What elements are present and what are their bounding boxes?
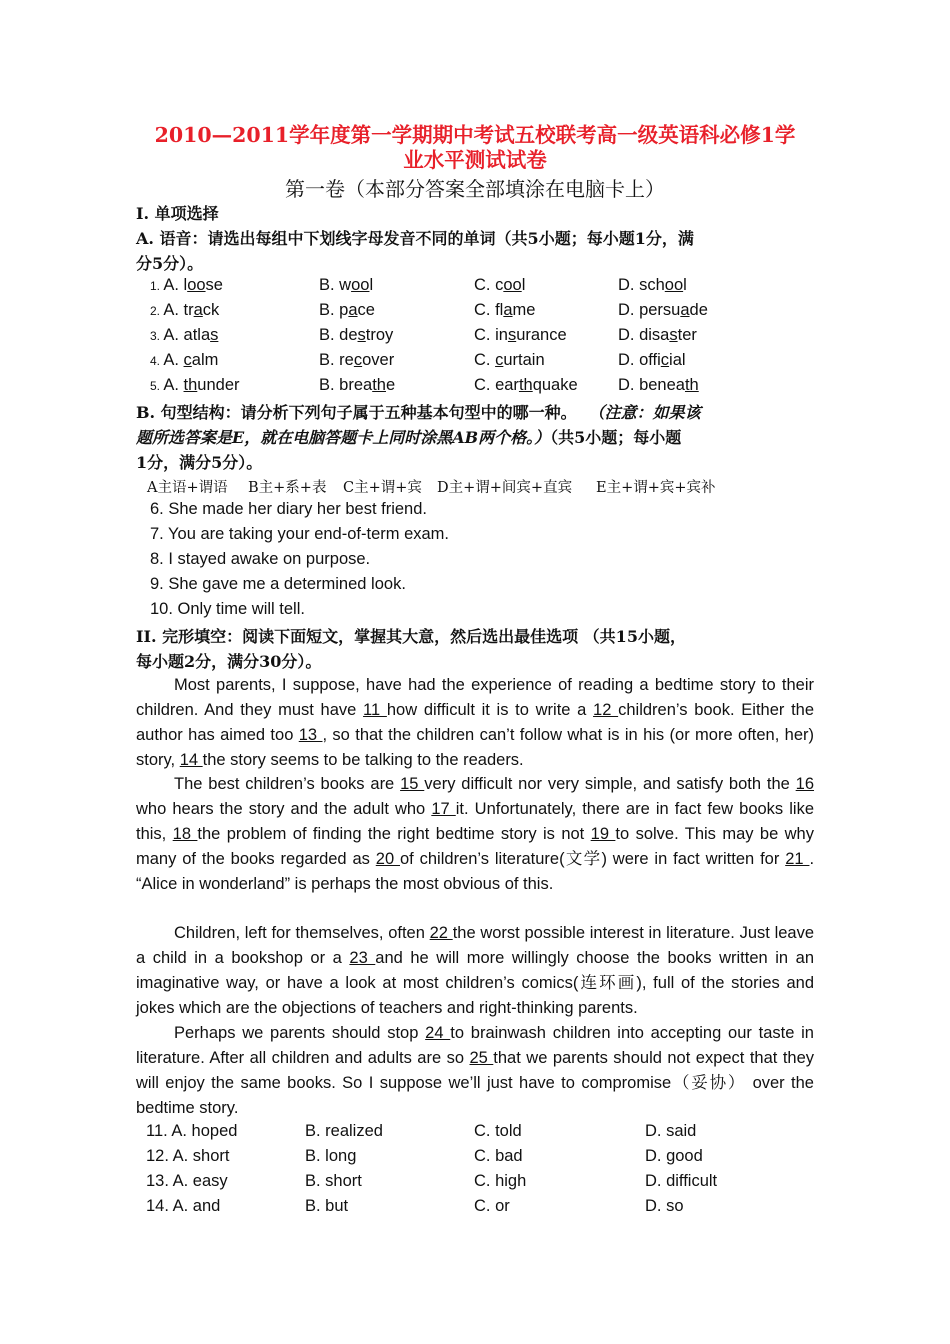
part-one-subtitle: 第一卷（本部分答案全部填涂在电脑卡上） (285, 177, 665, 201)
sentence-question: 6. She made her diary her best friend. (150, 500, 427, 518)
passage-text: , so that the children can’t follow what is in his (or more often, her) story, (136, 725, 815, 769)
word-part: alm (191, 351, 219, 369)
passage-text: The best children’s books are (174, 775, 401, 793)
word-part: me (512, 301, 536, 319)
passage-paragraph-2 (136, 772, 814, 897)
passage-text: Perhaps we parents should stop (174, 1024, 426, 1042)
underlined-letters: oo (503, 276, 522, 294)
cloze-option: C. or (474, 1197, 510, 1215)
phonetics-option-a (150, 326, 218, 345)
phonetics-option-d (618, 351, 686, 370)
word-part: l (369, 276, 374, 294)
exam-title-line-2: 业水平测试试卷 (403, 148, 547, 172)
part-b-note-start: （注意：如果该 (596, 403, 701, 422)
word-part: urtain (503, 351, 545, 369)
underlined-letters: a (503, 301, 513, 319)
word-part: se (205, 276, 223, 294)
underlined-letters: c (495, 351, 504, 369)
word-part: A. (163, 376, 184, 394)
phonetics-option-a (150, 351, 218, 370)
word-part: over (362, 351, 395, 369)
section-1-heading: I. 单项选择 (136, 204, 219, 223)
part-b-instruction-line-2 (136, 425, 681, 448)
word-part: ck (202, 301, 220, 319)
word-part: C. (474, 351, 496, 369)
part-a-instruction-line-1: A. 语音：请选出每组中下划线字母发音不同的单词（共5小题；每小题1分，满 (136, 229, 694, 248)
cloze-option: D. difficult (645, 1172, 718, 1190)
phonetics-option-d (618, 376, 699, 395)
cloze-blank: 17 (431, 799, 456, 818)
cloze-option: B. long (305, 1147, 357, 1165)
pattern-option: B主+系+表 (248, 480, 327, 496)
passage-text: and he will more willingly choose the books written in an imaginative way, or have a look at most children’s comics(连环画), full of the stories and jokes which are the objections of teachers and right-thinking parents. (136, 948, 814, 1017)
exam-title-line-1: 2010—2011学年度第一学期期中考试五校联考高一级英语科必修1学 (154, 123, 796, 147)
underlined-letters: c (660, 351, 670, 369)
phonetics-option-b (319, 376, 395, 395)
cloze-blank: 22 (429, 924, 453, 942)
cloze-blank: 12 (593, 700, 619, 719)
question-number: 4. (150, 354, 164, 368)
question-number: 2. (150, 304, 164, 318)
word-part: B. de (319, 326, 358, 344)
underlined-letters: oo (351, 276, 370, 294)
phonetics-option-b (319, 351, 394, 370)
phonetics-option-b (319, 301, 375, 320)
passage-text: Children, left for themselves, often (174, 924, 430, 942)
cloze-blank: 13 (298, 725, 323, 744)
passage-text: to brainwash children into accepting our taste in literature. After all children and adults are so (136, 1024, 814, 1067)
word-part: D. sch (618, 276, 665, 294)
phonetics-option-d (618, 326, 697, 345)
passage-text: the story seems to be talking to the readers. (202, 750, 524, 769)
word-part: C. fl (474, 301, 504, 319)
passage-text: who hears the story and the adult who (136, 799, 432, 818)
cloze-blank: 16 (795, 775, 815, 793)
cloze-option: C. told (474, 1122, 522, 1140)
underlined-letters: s (669, 326, 678, 344)
cloze-option: D. good (645, 1147, 703, 1165)
word-part: de (689, 301, 708, 319)
question-number: 3. (150, 329, 164, 343)
cloze-blank: 21 (785, 849, 810, 868)
word-part: ial (669, 351, 686, 369)
passage-paragraph-3 (136, 921, 814, 1021)
cloze-blank: 25 (469, 1048, 494, 1067)
cloze-option: B. realized (305, 1122, 383, 1140)
word-part: urance (516, 326, 567, 344)
word-part: A. tr (163, 301, 194, 319)
cloze-option: 12. A. short (146, 1147, 230, 1165)
passage-text: of children’s literature(文学) were in fact written for (400, 849, 786, 868)
underlined-letters: th (183, 376, 198, 394)
word-part: B. w (319, 276, 352, 294)
cloze-option: 14. A. and (146, 1197, 221, 1215)
underlined-letters: a (193, 301, 203, 319)
phonetics-option-c (474, 351, 545, 370)
pattern-option: E主+谓+宾+宾补 (596, 480, 716, 496)
phonetics-option-a (150, 376, 240, 395)
underlined-letters: c (183, 351, 192, 369)
passage-text: it. Unfortunately, there are in fact few books like this, (136, 799, 814, 843)
passage-text: how difficult it is to write a (386, 700, 594, 719)
passage-paragraph-4 (136, 1021, 814, 1121)
word-part: D. offi (618, 351, 661, 369)
sentence-question: 7. You are taking your end-of-term exam. (150, 525, 449, 543)
underlined-letters: a (348, 301, 358, 319)
passage-paragraph-1 (136, 673, 814, 773)
cloze-blank: 15 (400, 775, 425, 793)
word-part: B. p (319, 301, 349, 319)
underlined-letters: oo (187, 276, 206, 294)
word-part: A. atla (163, 326, 211, 344)
word-part: ce (357, 301, 375, 319)
word-part: ter (677, 326, 697, 344)
word-part: D. benea (618, 376, 685, 394)
word-part: C. c (474, 276, 504, 294)
word-part: C. ear (474, 376, 519, 394)
underlined-letters: th (518, 376, 533, 394)
cloze-option: C. bad (474, 1147, 523, 1165)
phonetics-option-b (319, 326, 393, 345)
cloze-blank: 19 (590, 824, 616, 843)
cloze-option: B. but (305, 1197, 349, 1215)
passage-text: that we parents should not expect that they will enjoy the same books. So I suppose we’ll just have to compromise（妥协） over the bedtime story. (136, 1048, 815, 1117)
underlined-letters: th (684, 376, 699, 394)
cloze-blank: 18 (172, 824, 198, 843)
word-part: under (197, 376, 240, 394)
phonetics-option-d (618, 301, 708, 320)
cloze-blank: 14 (179, 750, 203, 769)
cloze-blank: 11 (363, 700, 387, 719)
phonetics-option-a (150, 276, 223, 295)
word-part: B. re (319, 351, 354, 369)
phonetics-option-b (319, 276, 373, 295)
passage-text: Most parents, I suppose, have had the experience of reading a bedtime story to their children. And they must have (136, 676, 814, 719)
word-part: A. (163, 351, 184, 369)
phonetics-option-d (618, 276, 687, 295)
passage-text: children’s book. Either the author has aimed too (136, 700, 815, 744)
word-part: D. disa (618, 326, 670, 344)
cloze-blank: 23 (349, 948, 376, 967)
phonetics-option-a (150, 301, 219, 320)
pattern-option: A主语+谓语 (147, 480, 228, 496)
word-part: quake (532, 376, 578, 394)
underlined-letters: s (210, 326, 219, 344)
passage-text: very difficult nor very simple, and satisfy both the (424, 775, 796, 793)
pattern-option: C主+谓+宾 (343, 480, 422, 496)
part-b-note-end: 题所选答案是E，就在电脑答题卡上同时涂黑AB两个格。） (136, 428, 551, 447)
phonetics-option-c (474, 301, 535, 320)
cloze-blank: 24 (425, 1024, 451, 1042)
phonetics-option-c (474, 276, 525, 295)
question-number: 5. (150, 379, 164, 393)
cloze-option: 13. A. easy (146, 1172, 228, 1190)
word-part: B. brea (319, 376, 373, 394)
cloze-blank: 20 (375, 849, 400, 868)
part-a-instruction-line-2: 分5分）。 (136, 254, 204, 273)
cloze-option: B. short (305, 1172, 362, 1190)
cloze-option: D. so (645, 1197, 684, 1215)
cloze-option: D. said (645, 1122, 697, 1140)
underlined-letters: s (357, 326, 366, 344)
part-b-instruction-line-3: 1分，满分5分）。 (136, 453, 263, 472)
passage-text: the problem of finding the right bedtime story is not (197, 824, 591, 843)
word-part: D. persu (618, 301, 681, 319)
word-part: A. l (163, 276, 188, 294)
question-number: 1. (150, 279, 164, 293)
underlined-letters: th (372, 376, 386, 394)
pattern-option: D主+谓+间宾+直宾 (437, 480, 573, 496)
underlined-letters: a (680, 301, 690, 319)
sentence-question: 8. I stayed awake on purpose. (150, 550, 371, 568)
underlined-letters: s (507, 326, 517, 344)
sentence-question: 10. Only time will tell. (150, 600, 305, 618)
word-part: l (521, 276, 526, 294)
sentence-question: 9. She gave me a determined look. (150, 575, 406, 593)
passage-text: . “Alice in wonderland” is perhaps the most obvious of this. (136, 849, 815, 893)
part-b-instruction-line-1 (136, 400, 701, 423)
part-b-score-start: （共5小题；每小题 (550, 428, 682, 447)
cloze-option: 11. A. hoped (146, 1122, 238, 1140)
cloze-option: C. high (474, 1172, 527, 1190)
section-2-heading-line-1: II. 完形填空：阅读下面短文，掌握其大意，然后选出最佳选项 （共15小题， (136, 627, 686, 646)
word-part: e (385, 376, 396, 394)
phonetics-option-c (474, 376, 578, 395)
word-part: l (683, 276, 687, 294)
passage-text: the worst possible interest in literature. Just leave a child in a bookshop or a (136, 924, 815, 967)
underlined-letters: oo (664, 276, 684, 294)
word-part: troy (365, 326, 394, 344)
passage-text: to solve. This may be why many of the books regarded as (136, 824, 814, 868)
part-b-instruction-main: B. 句型结构：请分析下列句子属于五种基本句型中的哪一种。 (136, 403, 577, 422)
section-2-heading-line-2: 每小题2分，满分30分）。 (136, 652, 322, 671)
phonetics-option-c (474, 326, 567, 345)
underlined-letters: c (353, 351, 363, 369)
word-part: C. in (474, 326, 508, 344)
